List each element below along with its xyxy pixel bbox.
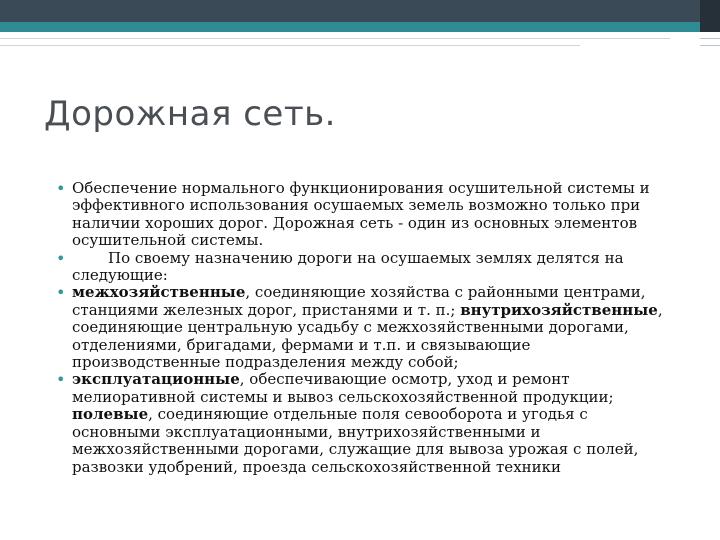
bullet-marker: • [56,283,66,303]
slide-title: Дорожная сеть. [44,94,336,134]
bullet-marker: • [56,248,66,268]
road-type-term: эксплуатационные [72,370,240,389]
top-banner-bar [0,0,720,22]
road-type-term: внутрихозяйственные [460,300,658,319]
top-banner-corner-block [700,0,720,32]
bullet-item [48,180,678,250]
header-rule-line [0,38,670,39]
road-type-term: межхозяйственные [72,283,246,302]
bullet-marker: • [56,370,66,390]
bullet-text: Обеспечение нормального функционирования осушительной системы и эффективного использования осушаемых земель возможно только при наличии хороших дорог. Дорожная сеть - один из основных элементов осушительной системы. [72,179,650,250]
bullet-item [48,250,678,285]
top-banner-accent-stripe [0,22,700,32]
road-type-description: , соединяющие хозяйства с районными центрами, станциями железных дорог, пристанями и т. п.; [72,283,646,319]
bullet-text: По своему назначению дороги на осушаемых землях делятся на следующие: [72,248,624,285]
header-rule-line [700,38,720,39]
header-rule-line [700,45,720,46]
road-type-term: полевые [72,405,149,424]
bullet-item [48,371,678,475]
road-type-description: , соединяющие центральную усадьбу с межхозяйственными дорогами, отделениями, бригадами, фермами и т.п. и связывающие производственные подразделения между собой; [72,300,663,372]
road-type-description: , обеспечивающие осмотр, уход и ремонт мелиоративной системы и вывоз сельскохозяйственной продукции; [72,370,614,406]
bullet-item [48,284,678,371]
header-rule-line [0,45,580,46]
road-type-description: , соединяющие отдельные поля севооборота и угодья с основными эксплуатационными, внутрихозяйственными и межхозяйственными дорогами, служащие для вывоза урожая с полей, развозки удобрений, проезда сельскохозяйственной техники [72,405,639,476]
slide-bullet-list [48,180,678,476]
bullet-marker: • [56,179,66,198]
